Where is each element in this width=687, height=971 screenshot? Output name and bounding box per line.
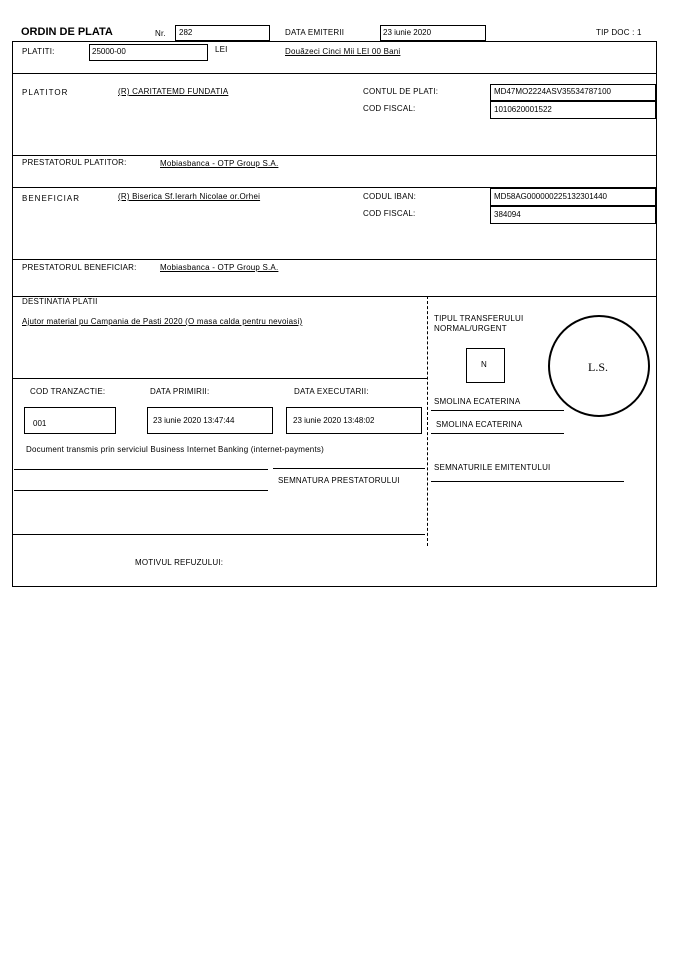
payer-fiscal-field — [490, 101, 656, 119]
beneficiary-fiscal-label: COD FISCAL: — [363, 209, 416, 218]
transfer-type-field — [466, 348, 505, 383]
beneficiary-provider-value: Mobiasbanca - OTP Group S.A. — [160, 263, 279, 272]
received-date-label: DATA PRIMIRII: — [150, 387, 210, 396]
document-title: ORDIN DE PLATA — [21, 26, 113, 38]
tip-doc: TIP DOC : 1 — [596, 28, 642, 37]
payer-name: (R) CARITATEMD FUNDATIA — [118, 87, 229, 96]
destination-label: DESTINATIA PLATII — [22, 297, 98, 306]
beneficiary-provider-label: PRESTATORUL BENEFICIAR: — [22, 263, 137, 272]
beneficiary-iban-label: CODUL IBAN: — [363, 192, 417, 201]
payer-provider-value: Mobiasbanca - OTP Group S.A. — [160, 159, 279, 168]
signature-line — [431, 410, 564, 411]
stamp-label: L.S. — [588, 360, 609, 374]
issuer-signatures-label: SEMNATURILE EMITENTULUI — [434, 463, 551, 472]
received-date-field — [147, 407, 273, 434]
date-emission-label: DATA EMITERII — [285, 28, 345, 37]
divider — [12, 378, 427, 379]
signature-line — [431, 481, 624, 482]
signature-line — [431, 433, 564, 434]
divider — [12, 296, 657, 297]
beneficiary-label: BENEFICIAR — [22, 194, 81, 203]
nr-label: Nr. — [155, 29, 166, 38]
refusal-reason-label: MOTIVUL REFUZULUI: — [135, 558, 224, 567]
executed-date-label: DATA EXECUTARII: — [294, 387, 369, 396]
payer-account-value: MD47MO2224ASV35534787100 — [494, 87, 611, 96]
divider — [12, 73, 657, 74]
divider — [12, 259, 657, 260]
divider — [12, 534, 425, 535]
executed-date-value: 23 iunie 2020 13:48:02 — [293, 416, 375, 425]
executed-date-field — [286, 407, 422, 434]
payer-fiscal-value: 1010620001522 — [494, 105, 552, 114]
signature-line — [14, 469, 268, 470]
payer-fiscal-label: COD FISCAL: — [363, 104, 416, 113]
signer-1: SMOLINA ECATERINA — [434, 397, 521, 406]
nr-value: 282 — [179, 28, 193, 37]
payment-label: PLATITI: — [22, 47, 55, 56]
currency: LEI — [215, 45, 228, 54]
transfer-type-value: N — [481, 360, 487, 369]
beneficiary-fiscal-field — [490, 206, 656, 224]
payer-label: PLATITOR — [22, 88, 69, 97]
provider-signature-label: SEMNATURA PRESTATORULUI — [278, 476, 400, 485]
payer-provider-label: PRESTATORUL PLATITOR: — [22, 158, 127, 167]
received-date-value: 23 iunie 2020 13:47:44 — [153, 416, 235, 425]
payer-account-label: CONTUL DE PLATI: — [363, 87, 439, 96]
signature-line — [14, 490, 268, 491]
divider — [12, 155, 657, 156]
payer-account-field — [490, 84, 656, 101]
destination-value: Ajutor material pu Campania de Pasti 2020 (O masa calda pentru nevoiasi) — [22, 317, 303, 326]
transaction-code-value: 001 — [33, 419, 47, 428]
signature-line — [273, 468, 425, 469]
beneficiary-name: (R) Biserica Sf.Ierarh Nicolae or.Orhei — [118, 192, 261, 201]
beneficiary-fiscal-value: 384094 — [494, 210, 521, 219]
transmission-note: Document transmis prin serviciul Business Internet Banking (internet-payments) — [26, 445, 324, 454]
transaction-code-label: COD TRANZACTIE: — [30, 387, 106, 396]
column-separator — [427, 296, 428, 546]
signer-2: SMOLINA ECATERINA — [436, 420, 523, 429]
date-emission-value: 23 iunie 2020 — [383, 28, 432, 37]
beneficiary-iban-field — [490, 188, 656, 206]
transfer-type-label: TIPUL TRANSFERULUI — [434, 314, 524, 323]
amount-words: Douăzeci Cinci Mii LEI 00 Bani — [285, 47, 401, 56]
beneficiary-iban-value: MD58AG000000225132301440 — [494, 192, 607, 201]
transfer-type-label-2: NORMAL/URGENT — [434, 324, 507, 333]
transaction-code-field — [24, 407, 116, 434]
amount-field — [89, 44, 208, 61]
form-frame — [12, 41, 657, 587]
date-emission-field — [380, 25, 486, 41]
nr-field — [175, 25, 270, 41]
amount-value: 25000-00 — [92, 47, 126, 56]
